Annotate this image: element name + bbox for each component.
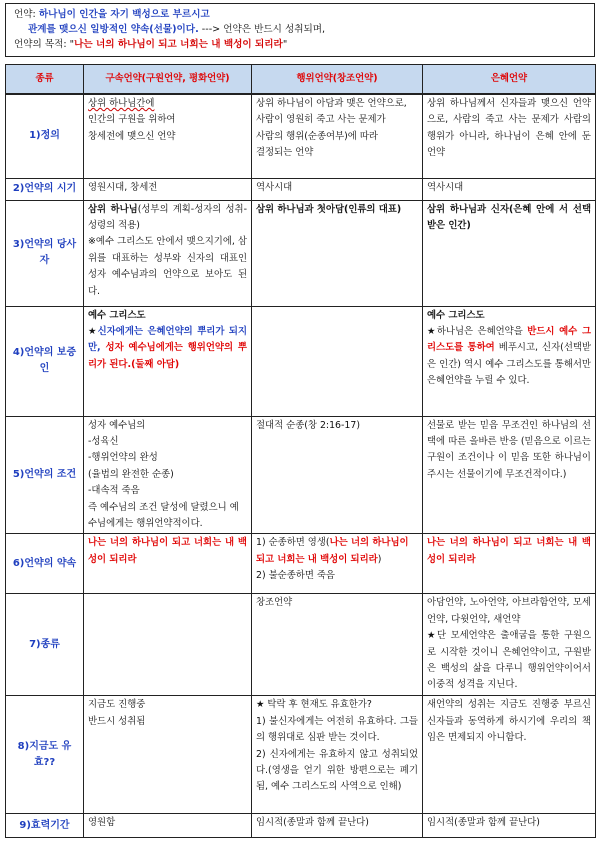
row-label-kinds: 7)종류 xyxy=(6,594,84,696)
intro-line-3 xyxy=(14,37,586,52)
cell-grace-validity: 새언약의 성취는 지금도 진행중 부르신 신자들과 동역하게 하시기에 우리의 책임은 면제되지 아니함다. xyxy=(423,696,596,814)
table-row-parties xyxy=(6,200,596,306)
table-row-kinds xyxy=(6,594,596,696)
cell-grace-period: 역사시대 xyxy=(423,178,596,200)
text-line: 결정되는 언약 xyxy=(256,147,314,159)
guarantor-second-adam: (둘째 아담) xyxy=(131,358,180,370)
row-label-condition: 5)언약의 조건 xyxy=(6,416,84,534)
document-page xyxy=(5,3,595,838)
guarantor-title: 예수 그리스도 xyxy=(88,309,146,321)
text-line: 사람의 행위(순종여부)에 따라 xyxy=(256,130,378,142)
table-row-guarantor xyxy=(6,306,596,416)
guarantor-grace-red: 반드시 예수 그리스도를 통하여 xyxy=(427,325,592,354)
row-label-period: 2)언약의 시기 xyxy=(6,178,84,200)
intro-purpose-quote: " xyxy=(282,39,288,50)
table-row-period xyxy=(6,178,596,200)
cell-works-validity xyxy=(252,696,423,814)
table-row-definition xyxy=(6,94,596,178)
header-grace-covenant: 은혜언약 xyxy=(423,65,596,95)
cell-works-kinds: 창조언약 xyxy=(252,594,423,696)
cell-grace-definition: 상위 하나님께서 신자들과 맺으신 언약으로, 사람의 죽고 사는 문제가 사람의 행위가 아니라, 하나님이 은혜 안에 둔 언약 xyxy=(423,94,596,178)
text-line: -행위언약의 완성 xyxy=(88,452,158,464)
promise-red: 나는 너의 하나님이 되고 너희는 내 백성이 되리라 xyxy=(256,537,409,565)
row-label-duration: 9)효력기간 xyxy=(6,814,84,838)
row-label-guarantor: 4)언약의 보증인 xyxy=(6,306,84,416)
parties-trinity: 삼위 하나님 xyxy=(88,203,138,215)
intro-purpose-label: 언약의 목적: " xyxy=(14,39,75,50)
text-line: 인간의 구원을 위하여 xyxy=(88,114,176,126)
row-label-promise: 6)언약의 약속 xyxy=(6,534,84,594)
cell-works-definition xyxy=(252,94,423,178)
cell-grace-duration: 임시적(종말과 함께 끝난다) xyxy=(423,814,596,838)
guarantor-red-text: 성자 예수님에게는 행위언약의 뿌리가 된다. xyxy=(88,342,247,370)
header-redemption-covenant: 구속언약(구원언약, 평화언약) xyxy=(84,65,252,95)
cell-works-duration: 임시적(종말과 함께 끝난다) xyxy=(252,814,423,838)
row-label-definition: 1)정의 xyxy=(6,94,84,178)
intro-line-1 xyxy=(14,7,586,22)
header-works-covenant: 행위언약(창조언약) xyxy=(252,65,423,95)
validity-unbelievers: 1) 불신자에게는 여전히 유효하다. 그들의 행위대로 심판 받는 것이다. xyxy=(256,715,418,744)
text-line: 상위 하나님이 아담과 맺은 언약으로, xyxy=(256,98,407,109)
table-row-condition xyxy=(6,416,596,534)
intro-fulfillment-note: ---> 언약은 반드시 성취되며, xyxy=(198,24,326,35)
text-line: (율법의 완전한 순종) xyxy=(88,468,174,480)
text-line: 즉 예수님의 조건 달성에 달렸으니 예수님에게는 행위언약적이다. xyxy=(88,501,239,529)
intro-purpose-text: 나는 너의 하나님이 되고 너희는 내 백성이 되리라 xyxy=(74,39,283,50)
intro-label-covenant: 언약: xyxy=(14,9,39,20)
validity-believers: 2) 신자에게는 유효하지 않고 성취되었다.(영생을 얻기 위한 방편으로는 폐기됨, 예수 그리스도의 사역으로 인해) xyxy=(256,748,418,793)
parties-roles: (성부의 계획-성자의 성취-성령의 적용) xyxy=(88,203,247,231)
guarantor-grace-text-a: ★하나님은 은혜언약을 xyxy=(427,325,528,337)
intro-box xyxy=(5,3,595,57)
table-row-promise xyxy=(6,534,596,594)
cell-redemption-duration: 영원함 xyxy=(84,814,252,838)
cell-grace-parties: 삼위 하나님과 신자(은혜 안에 서 선택받은 인간) xyxy=(423,200,596,306)
promise-close: ) xyxy=(377,553,382,565)
cell-grace-condition: 선물로 받는 믿음 무조건인 하나님의 선택에 따른 올바른 반응 (믿음으로 이르는 구원이 조건이나 이 믿음 또한 하나님이 주시는 선물이기에 무조건적이다.) xyxy=(423,416,596,534)
cell-grace-guarantor xyxy=(423,306,596,416)
table-header-row xyxy=(6,65,596,95)
cell-works-period: 역사시대 xyxy=(252,178,423,200)
parties-note: ※예수 그리스도 안에서 맺으지기에, 삼위를 대표하는 성부와 신자의 대표인 성자 예수님과의 언약으로 보아도 된다. xyxy=(88,236,247,297)
cell-redemption-condition xyxy=(84,416,252,534)
cell-redemption-period: 영원시대, 창세전 xyxy=(84,178,252,200)
cell-works-promise xyxy=(252,534,423,594)
cell-grace-promise: 나는 너의 하나님이 되고 너희는 내 백성이 되리라 xyxy=(423,534,596,594)
cell-redemption-kinds xyxy=(84,594,252,696)
text-line: -성육신 xyxy=(88,435,119,447)
guarantor-grace-text-b: 베푸시고, 신자(선택받은 인간) 역시 예수 그리스도를 통해서만 은혜언약을 누릴 수 있다. xyxy=(427,342,591,387)
promise-disobey: 2) 불순종하면 죽음 xyxy=(256,570,335,582)
text-line: 지금도 진행중 xyxy=(88,699,146,711)
cell-redemption-validity xyxy=(84,696,252,814)
guarantor-blue-text: 신자에게는 은혜언약의 뿌리가 되지만, xyxy=(88,325,248,354)
table-row-duration xyxy=(6,814,596,838)
cell-works-condition: 절대적 순종(창 2:16-17) xyxy=(252,416,423,534)
text-line: 상위 하나님간에 xyxy=(88,98,155,109)
covenant-table xyxy=(5,64,596,838)
cell-redemption-promise: 나는 너의 하나님이 되고 너희는 내 백성이 되리라 xyxy=(84,534,252,594)
table-row-validity xyxy=(6,696,596,814)
kinds-note: ★단 모세언약은 출애굽을 통한 구원으로 시작한 것이니 은혜언약이고, 구원받은 백성의 삶을 다루니 행위언약이어서 이중적 성격을 지닌다. xyxy=(427,630,591,691)
guarantor-title: 예수 그리스도 xyxy=(427,309,485,321)
star-icon: ★ xyxy=(88,325,98,337)
text-line: 창세전에 맺으신 언약 xyxy=(88,130,176,142)
row-label-validity: 8)지금도 유효?? xyxy=(6,696,84,814)
cell-redemption-guarantor xyxy=(84,306,252,416)
text-line: 성자 예수님의 xyxy=(88,419,146,431)
cell-works-parties: 삼위 하나님과 첫아담(인류의 대표) xyxy=(252,200,423,306)
promise-obey: 1) 순종하면 영생( xyxy=(256,537,330,549)
text-line: 반드시 성취됨 xyxy=(88,715,146,727)
cell-redemption-parties xyxy=(84,200,252,306)
text-line: -대속적 죽음 xyxy=(88,485,140,497)
row-label-parties: 3)언약의 당사자 xyxy=(6,200,84,306)
intro-definition-part2: 관계를 맺으신 일방적인 약속(선물)이다. xyxy=(28,24,199,35)
cell-redemption-definition xyxy=(84,94,252,178)
intro-line-2 xyxy=(14,22,586,37)
kinds-list: 아담언약, 노아언약, 아브라함언약, 모세언약, 다윗언약, 새언약 xyxy=(427,597,591,625)
validity-question: ★ 탁락 후 현재도 유효한가? xyxy=(256,699,372,711)
cell-works-guarantor xyxy=(252,306,423,416)
intro-definition-part1: 하나님이 인간을 자기 백성으로 부르시고 xyxy=(38,9,210,20)
cell-grace-kinds xyxy=(423,594,596,696)
header-type: 종류 xyxy=(6,65,84,95)
text-line: 사람이 영원히 죽고 사는 문제가 xyxy=(256,114,386,126)
